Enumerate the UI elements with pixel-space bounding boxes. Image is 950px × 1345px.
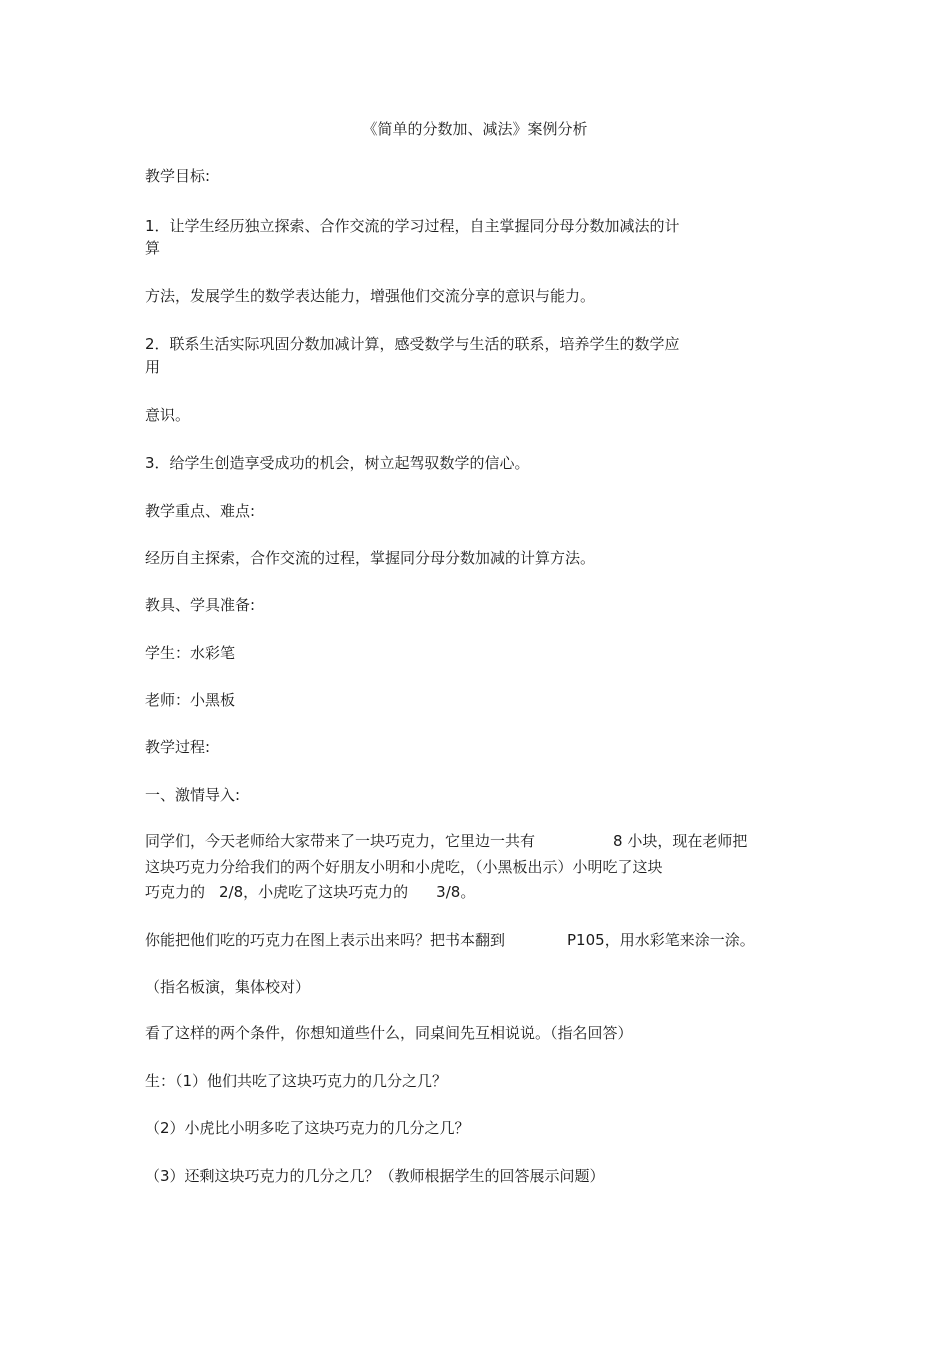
intro-line-1-b: 8 小块，现在老师把: [613, 832, 748, 850]
goals-heading: 教学目标:: [145, 167, 211, 185]
goal-1-line-c: 方法，发展学生的数学表达能力，增强他们交流分享的意识与能力。: [145, 287, 596, 305]
document-title: 《简单的分数加、减法》案例分析: [362, 120, 588, 138]
ask-line-a: 你能把他们吃的巧克力在图上表示出来吗？把书本翻到: [145, 931, 506, 949]
goal-3: 3．给学生创造享受成功的机会，树立起驾驭数学的信心。: [145, 454, 530, 472]
think-line: 看了这样的两个条件，你想知道些什么，同桌间先互相说说。（指名回答）: [145, 1024, 633, 1042]
intro-line-1: [145, 831, 747, 851]
tools-heading: 教具、学具准备:: [145, 596, 256, 614]
ask-line-b: P105，用水彩笔来涂一涂。: [567, 931, 755, 949]
question-2: （2）小虎比小明多吃了这块巧克力的几分之几？: [145, 1119, 470, 1137]
intro-line-1-a: 同学们，今天老师给大家带来了一块巧克力，它里边一共有: [145, 832, 536, 850]
key-points-heading: 教学重点、难点:: [145, 502, 256, 520]
question-3: （3）还剩这块巧克力的几分之几？（教师根据学生的回答展示问题）: [145, 1167, 605, 1185]
student-tools: 学生：水彩笔: [145, 644, 236, 662]
demo-line: （指名板演，集体校对）: [145, 978, 311, 996]
intro-line-3-a: 巧克力的: [145, 883, 206, 901]
goal-1-line-b: 算: [145, 239, 161, 257]
intro-line-2: 这块巧克力分给我们的两个好朋友小明和小虎吃，（小黑板出示）小明吃了这块: [145, 858, 663, 876]
question-1: 生：（1）他们共吃了这块巧克力的几分之几？: [145, 1072, 448, 1090]
process-heading: 教学过程:: [145, 738, 211, 756]
goal-2-line-a: 2．联系生活实际巩固分数加减计算，感受数学与生活的联系，培养学生的数学应: [145, 335, 680, 353]
intro-line-3-c: 3/8。: [436, 883, 476, 901]
intro-line-3: [145, 882, 475, 902]
goal-2-line-b: 用: [145, 358, 161, 376]
ask-line: [145, 930, 755, 950]
goal-2-line-c: 意识。: [145, 406, 191, 424]
key-points-text: 经历自主探索，合作交流的过程，掌握同分母分数加减的计算方法。: [145, 549, 596, 567]
teacher-tools: 老师：小黑板: [145, 691, 236, 709]
goal-1-line-a: 1．让学生经历独立探索、合作交流的学习过程，自主掌握同分母分数加减法的计: [145, 217, 680, 235]
section-1-heading: 一、激情导入:: [145, 786, 241, 804]
intro-line-3-b: 2/8，小虎吃了这块巧克力的: [219, 883, 409, 901]
